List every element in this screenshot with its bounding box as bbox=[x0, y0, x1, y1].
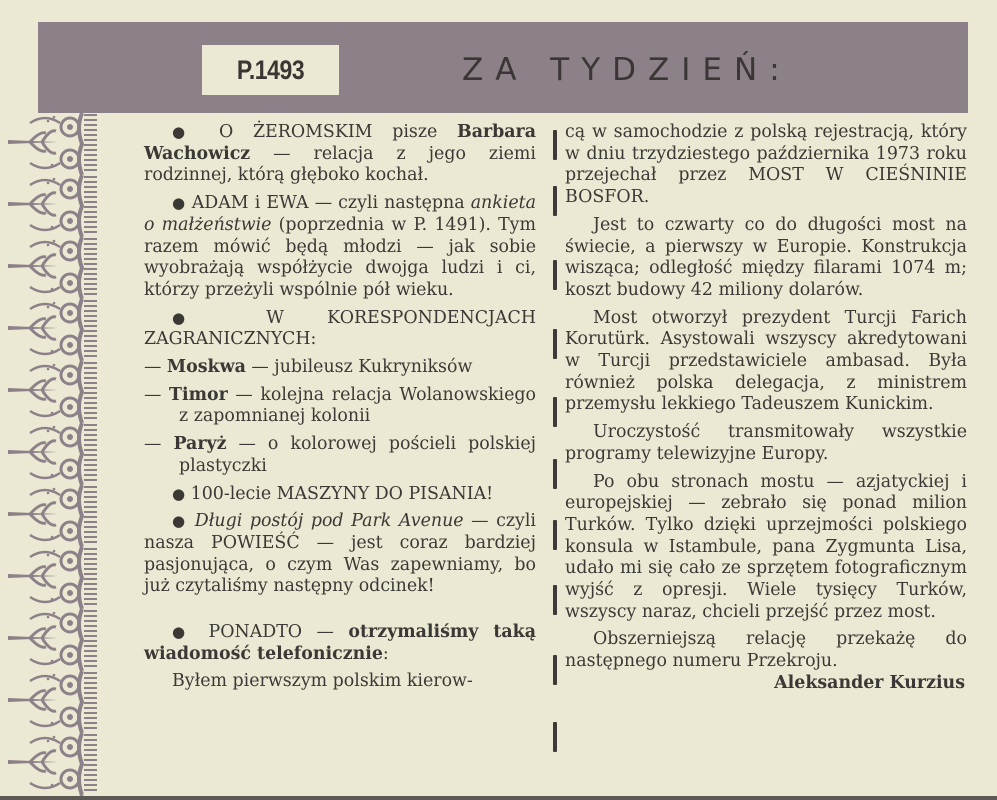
column-divider-segment bbox=[553, 329, 557, 359]
item-powiesc: ● Długi postój pod Park Avenue — czyli nasza POWIEŚĆ — jest coraz bardziej pasjonująca, o czym Was zapewniamy, bo już czytaliśmy następny odcinek! bbox=[144, 511, 536, 597]
bullet-icon: ● bbox=[172, 623, 195, 642]
message-start: Byłem pierwszym polskim kierow- bbox=[172, 671, 473, 692]
subitem-paryz: — Paryż — o kolorowej pościeli polskiej plastyczki bbox=[144, 434, 537, 476]
column-divider-segment bbox=[553, 130, 557, 160]
subitem-timor: — Timor — kolejna relacja Wolanowskiego z zapomnianej kolonii bbox=[144, 384, 537, 427]
subitem-moskwa: — Moskwa — jubileusz Kukryniksów bbox=[144, 357, 473, 378]
column-divider-segment bbox=[553, 186, 557, 216]
item-korespondencje: ● W KORESPONDENCJACH ZAGRANICZNYCH: bbox=[144, 307, 537, 350]
item-adam-ewa: ● ADAM i EWA — czyli następna ankieta o małżeństwie (poprzednia w P. 1491). Tym razem mówić będą młodzi — jak sobie wyobrażają współżycie dwojga ludzi i ci, którzy przeżyli wspólnie pół wieku. bbox=[144, 193, 537, 300]
item-maszyna: ● 100-lecie MASZYNY DO PISANIA! bbox=[172, 483, 494, 504]
author-name: Barbara Wachowicz bbox=[144, 122, 536, 164]
paragraph: Po obu stronach mostu — azjatyckiej i europejskiej — zebrało się ponad milion Turków. Tylko dzięki uprzejmości polskiego konsula w Istambule, pana Zygmunta Lisa, udało mi się cało ze sprzętem fotograficznym wyjść z opresji. Wiele tysięcy Turków, wszyscy naraz, chcieli przejść przez most. bbox=[565, 471, 967, 622]
column-divider-segment bbox=[553, 397, 557, 427]
paragraph: Uroczystość transmitowały wszystkie programy telewizyjne Europy. bbox=[565, 422, 967, 464]
column-divider-segment bbox=[553, 722, 557, 752]
bullet-icon: ● bbox=[172, 308, 223, 327]
column-divider-segment bbox=[553, 520, 557, 550]
column-divider-segment bbox=[553, 655, 557, 685]
column-divider-segment bbox=[553, 260, 557, 290]
scroll-ornament-border-icon bbox=[0, 113, 100, 800]
column-divider-segment bbox=[553, 585, 557, 615]
page-title: ZA TYDZIEŃ: bbox=[462, 52, 792, 88]
item-ponadto: ● PONADTO — otrzymaliśmy taką wiadomość telefonicznie: bbox=[144, 622, 536, 664]
bullet-icon: ● bbox=[172, 194, 186, 213]
right-column bbox=[565, 122, 967, 695]
paragraph: Obszerniejszą relację przekażę do następnego numeru Przekroju. bbox=[565, 629, 967, 672]
signature: Aleksander Kurzius bbox=[774, 672, 965, 693]
bullet-icon: ● bbox=[172, 123, 200, 141]
bullet-icon: ● bbox=[172, 484, 186, 503]
paragraph: Jest to czwarty co do długości most na świecie, a pierwszy w Europie. Konstrukcja wisząca; odległość między filarami 1074 m; koszt budowy 42 miliony dolarów. bbox=[565, 214, 967, 300]
item-zeromski: ● O ŻEROMSKIM pisze Barbara Wachowicz — relacja z jego ziemi rodzinnej, którą głęboko kochał. bbox=[144, 122, 536, 186]
issue-number: P.1493 bbox=[236, 54, 305, 85]
paragraph: Most otworzył prezydent Turcji Farich Korutürk. Asystowali wszyscy akredytowani w Turcji przedstawiciele ambasad. Była również polska delegacja, z ministrem przemysłu lekkiego Tadeuszem Kunickim. bbox=[565, 307, 967, 415]
column-divider-segment bbox=[553, 459, 557, 489]
issue-number-box bbox=[202, 45, 339, 95]
bullet-icon: ● bbox=[172, 512, 188, 531]
paragraph: cą w samochodzie z polską rejestracją, który w dniu trzydziestego października 1973 roku przejechał przez MOST W CIEŚNINIE BOSFOR. bbox=[565, 122, 967, 208]
bottom-rule bbox=[0, 796, 997, 800]
left-column bbox=[144, 122, 536, 693]
